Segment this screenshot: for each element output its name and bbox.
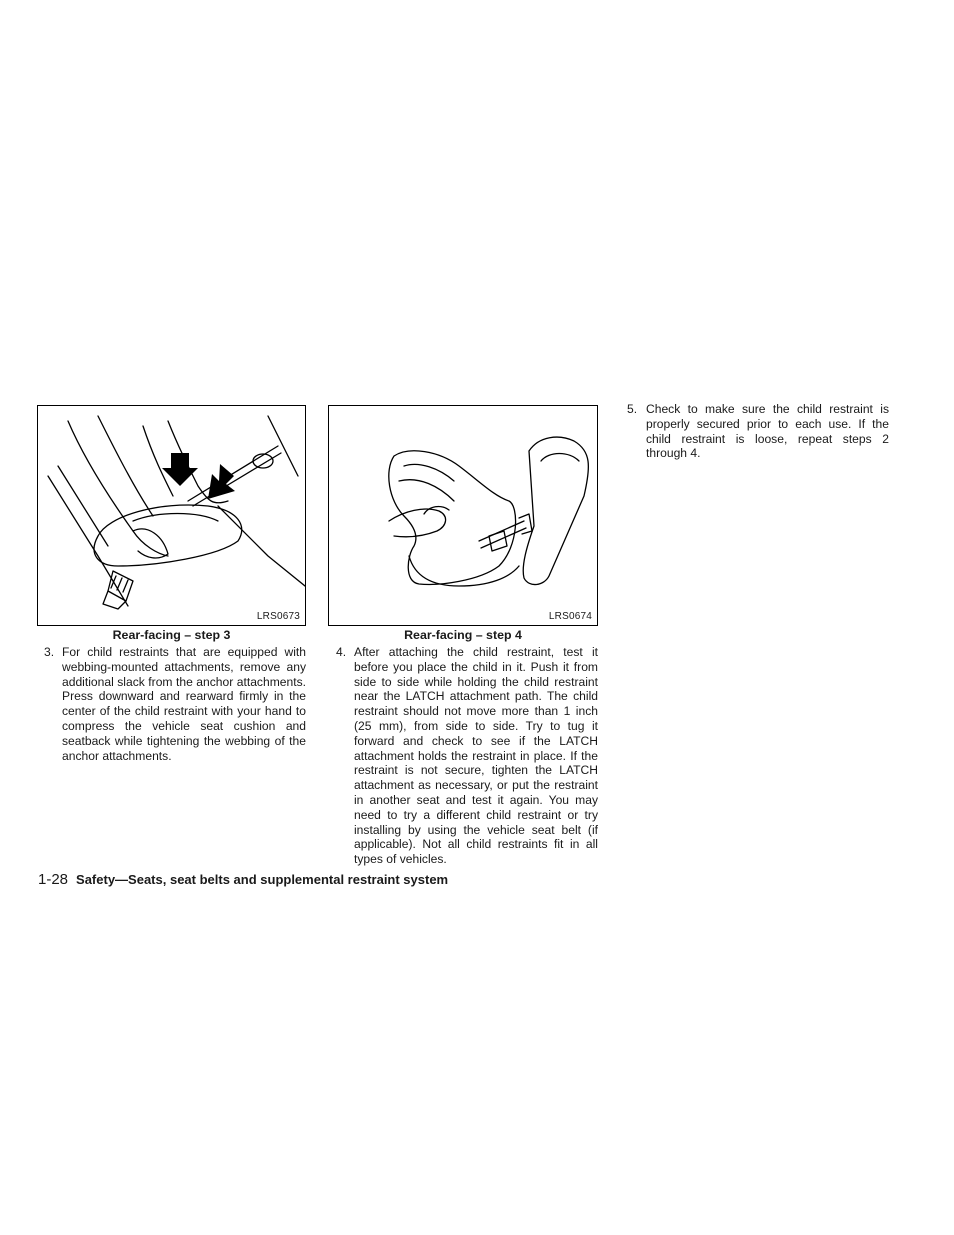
step-3 xyxy=(44,645,306,770)
step-number: 4. xyxy=(336,645,347,659)
step-text: For child restraints that are equipped with webbing-mounted attachments, remove any additional slack from the anchor attachments. Press downward and rearward firmly in the center of the child restraint with your hand to compress the vehicle seat cushion and seatback while tightening the webbing of the anchor attachments. xyxy=(62,645,306,763)
page-number: 1-28 xyxy=(38,871,69,888)
step-text: Check to make sure the child restraint is properly secured prior to each use. If the child restraint is loose, repeat steps 2 through 4. xyxy=(646,402,889,461)
page-footer xyxy=(38,871,448,888)
step-number: 3. xyxy=(44,645,55,659)
figure-code: LRS0674 xyxy=(548,611,592,622)
figure-code: LRS0673 xyxy=(256,611,300,622)
illustration-testing-child-seat xyxy=(329,406,597,625)
step-5 xyxy=(627,402,889,472)
step-4 xyxy=(336,645,598,870)
step-text: After attaching the child restraint, test it before you place the child in it. Push it from side to side while holding the child restraint near the LATCH attachment path. The child restraint should not move more than 1 inch (25 mm), from side to side. Try to tug it forward and check to see if the LATCH attachment holds the restraint in place. If the restraint is not secure, tighten the LATCH attachment as necessary, or put the restraint in another seat and test it again. You may need to try a different child restraint or try installing by using the vehicle seat belt (if applicable). Not all child restraints fit in all types of vehicles. xyxy=(354,645,598,867)
illustration-pressing-child-seat xyxy=(38,406,305,625)
figure-caption: Rear-facing – step 4 xyxy=(404,628,522,642)
step-number: 5. xyxy=(627,402,638,416)
section-title: Safety—Seats, seat belts and supplemental restraint system xyxy=(76,872,449,887)
figure-rear-facing-step-3 xyxy=(37,405,306,626)
figure-caption: Rear-facing – step 3 xyxy=(112,628,231,642)
figure-rear-facing-step-4 xyxy=(328,405,598,626)
